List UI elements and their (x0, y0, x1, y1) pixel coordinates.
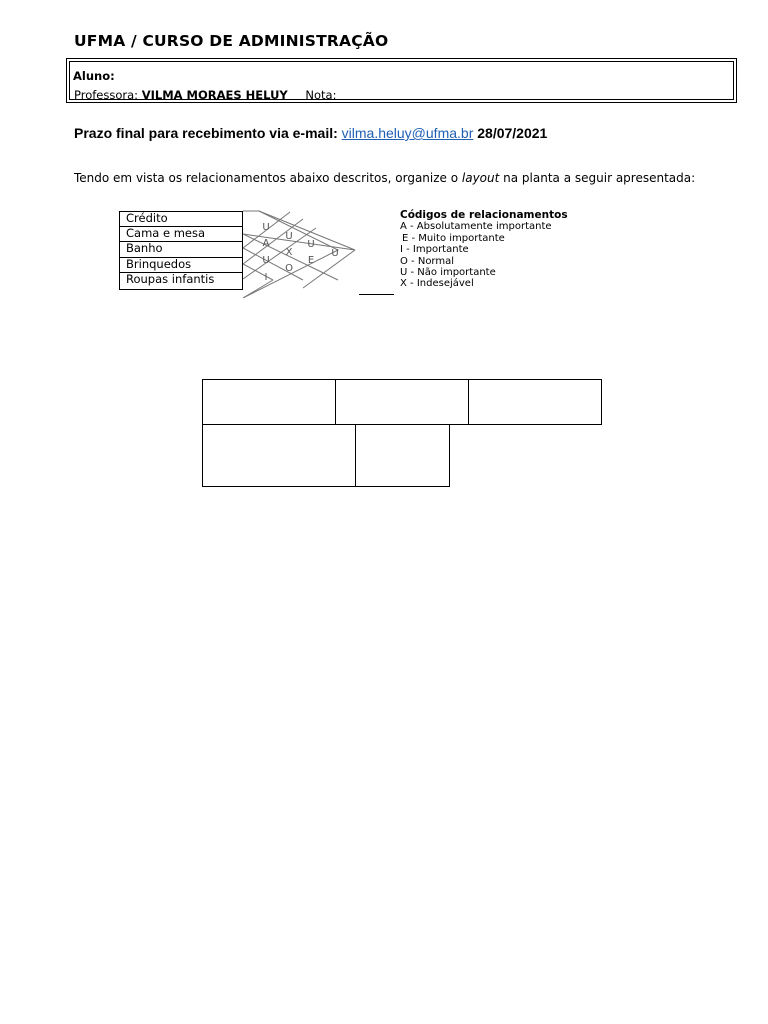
professora-line (74, 88, 336, 102)
matrix-code: E (307, 255, 315, 266)
matrix-code: U (307, 239, 315, 250)
layout-area-3 (468, 379, 602, 425)
matrix-code: U (262, 222, 270, 233)
legend-item: X - Indesejável (400, 278, 474, 290)
department-item: Banho (119, 242, 243, 258)
professora-label: Professora: (74, 88, 139, 102)
department-list (119, 211, 243, 290)
email-link[interactable]: vilma.heluy@ufma.br (341, 125, 474, 141)
matrix-code: U (331, 248, 339, 259)
layout-area-2 (335, 379, 469, 425)
department-item: Brinquedos (119, 258, 243, 274)
professora-name: VILMA MORAES HELUY (141, 88, 288, 102)
legend-item: A - Absolutamente importante (400, 221, 552, 233)
instruction-text (74, 171, 695, 185)
department-item: Crédito (119, 211, 243, 227)
layout-area-5 (355, 424, 450, 487)
relationship-matrix (243, 208, 368, 298)
matrix-code: O (285, 263, 293, 274)
layout-area-4 (202, 424, 356, 487)
deadline-date: 28/07/2021 (477, 125, 548, 141)
legend-item: E - Muito importante (402, 232, 505, 244)
matrix-code: A (262, 238, 270, 249)
department-item: Cama e mesa (119, 227, 243, 243)
legend (400, 210, 568, 290)
department-item: Roupas infantis (119, 273, 243, 290)
aluno-label: Aluno: (73, 69, 115, 83)
document-title: UFMA / CURSO DE ADMINISTRAÇÃO (74, 32, 389, 50)
legend-item: O - Normal (400, 255, 455, 267)
matrix-code: X (285, 247, 293, 258)
nota-label: Nota: (305, 88, 337, 102)
matrix-code: U (262, 255, 270, 266)
legend-title: Códigos de relacionamentos (400, 209, 568, 221)
legend-item: U - Não importante (400, 267, 496, 279)
blank-line (359, 294, 394, 295)
instruction-after: na planta a seguir apresentada: (499, 171, 696, 185)
layout-area-1 (202, 379, 336, 425)
legend-item: I - Importante (400, 244, 469, 256)
deadline-line (74, 125, 547, 141)
matrix-code: I (264, 272, 268, 283)
deadline-text: Prazo final para recebimento via e-mail: (74, 125, 338, 141)
matrix-code: U (285, 231, 293, 242)
instruction-italic: layout (461, 171, 500, 185)
instruction-before: Tendo em vista os relacionamentos abaixo descritos, organize o (74, 171, 462, 185)
